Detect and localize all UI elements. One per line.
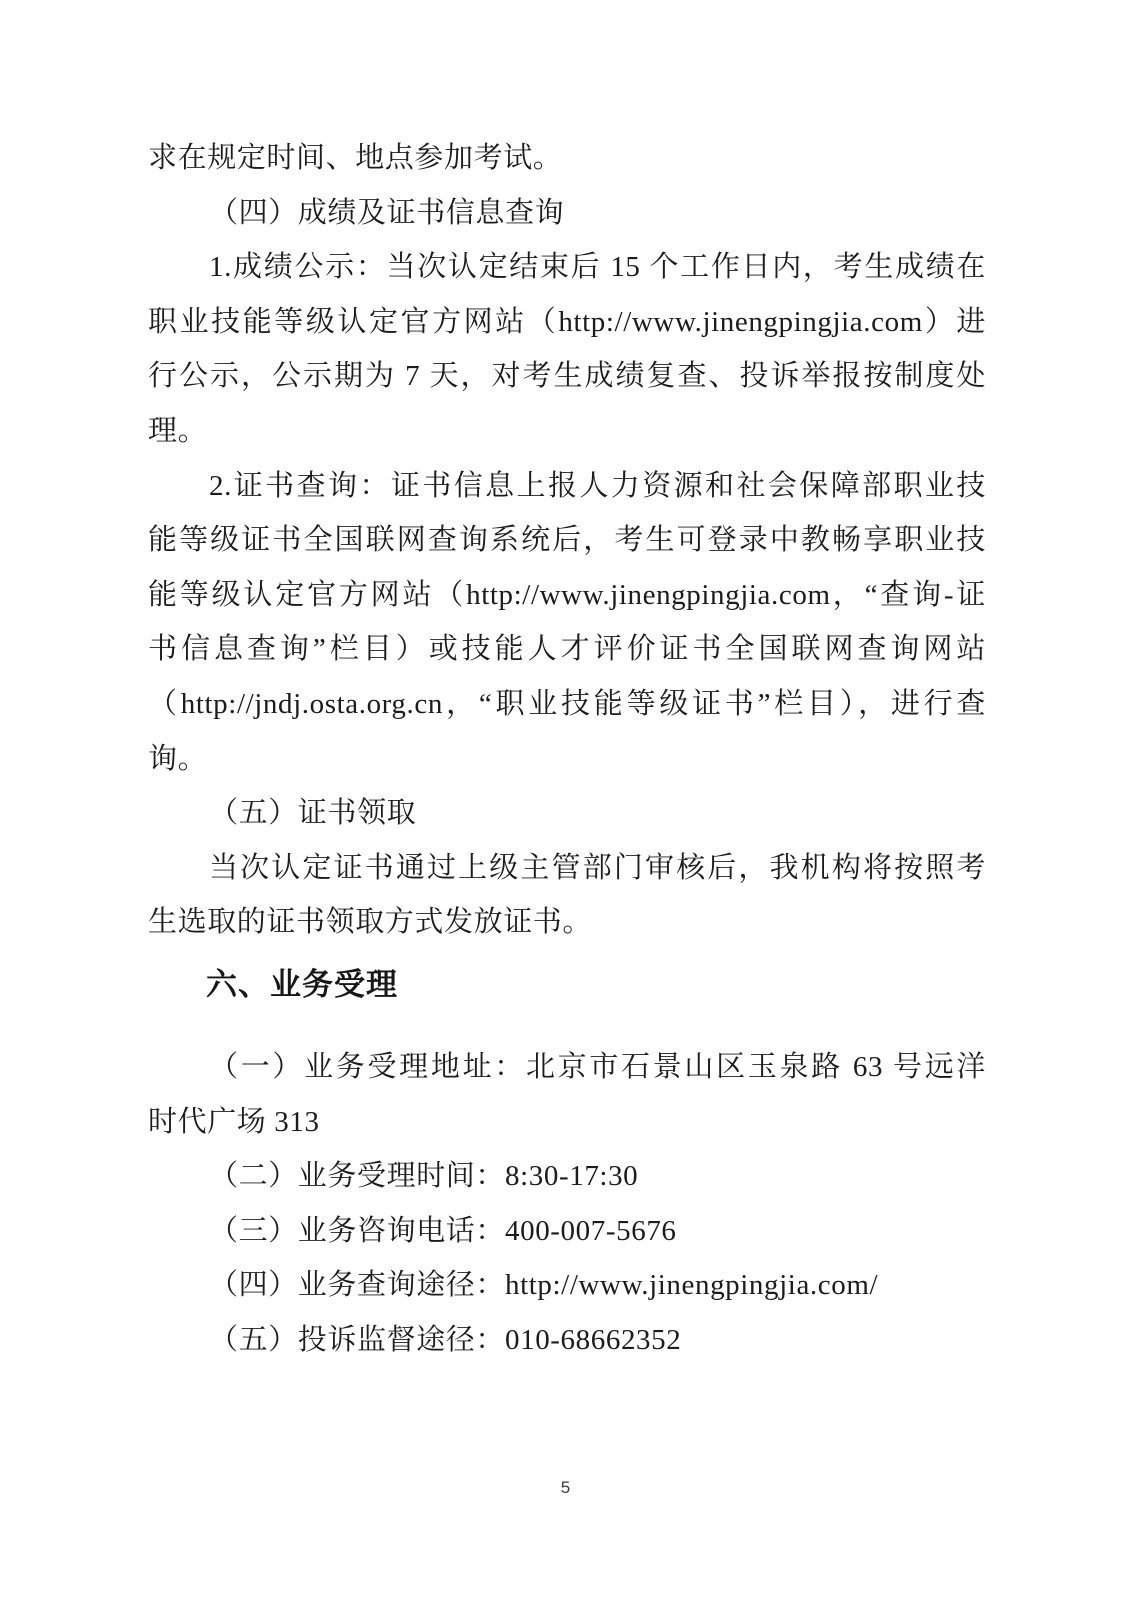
document-body bbox=[148, 131, 986, 1367]
subsection-heading-4: （四）成绩及证书信息查询 bbox=[209, 196, 565, 229]
certificate-query-line-1: 2.证书查询：证书信息上报人力资源和社会保障部职业技 bbox=[209, 469, 986, 502]
certificate-query-line-3: 能等级认定官方网站（http://www.jinengpingjia.com，“查询-证 bbox=[148, 578, 986, 611]
score-publish-line-3: 行公示，公示期为 7 天，对考生成绩复查、投诉举报按制度处 bbox=[148, 360, 986, 393]
subsection-heading-5: （五）证书领取 bbox=[209, 797, 417, 830]
body-line: 求在规定时间、地点参加考试。 bbox=[148, 142, 563, 174]
business-address-line-2: 时代广场 313 bbox=[148, 1105, 320, 1138]
certificate-issue-line-2: 生选取的证书领取方式发放证书。 bbox=[148, 906, 593, 939]
certificate-query-line-5: （http://jndj.osta.org.cn，“职业技能等级证书”栏目），进行查 bbox=[148, 687, 986, 720]
complaint-phone-line: （五）投诉监督途径：010-68662352 bbox=[209, 1323, 682, 1356]
certificate-issue-line-1: 当次认定证书通过上级主管部门审核后，我机构将按照考 bbox=[209, 851, 986, 884]
business-website-line: （四）业务查询途径：http://www.jinengpingjia.com/ bbox=[209, 1269, 879, 1302]
business-phone-line: （三）业务咨询电话：400-007-5676 bbox=[209, 1214, 677, 1247]
business-hours-line: （二）业务受理时间：8:30-17:30 bbox=[209, 1160, 639, 1193]
score-publish-line-1: 1.成绩公示：当次认定结束后 15 个工作日内，考生成绩在 bbox=[209, 251, 986, 284]
certificate-query-line-4: 书信息查询”栏目）或技能人才评价证书全国联网查询网站 bbox=[148, 633, 986, 666]
page-number: 5 bbox=[560, 1478, 571, 1497]
certificate-query-line-2: 能等级证书全国联网查询系统后，考生可登录中教畅享职业技 bbox=[148, 524, 986, 557]
score-publish-line-2: 职业技能等级认定官方网站（http://www.jinengpingjia.com）进 bbox=[148, 305, 986, 338]
certificate-query-line-6: 询。 bbox=[148, 742, 208, 775]
business-address-line-1: （一）业务受理地址：北京市石景山区玉泉路 63 号远洋 bbox=[209, 1050, 986, 1083]
score-publish-line-4: 理。 bbox=[148, 414, 208, 447]
section-heading-6: 六、业务受理 bbox=[206, 966, 398, 1002]
